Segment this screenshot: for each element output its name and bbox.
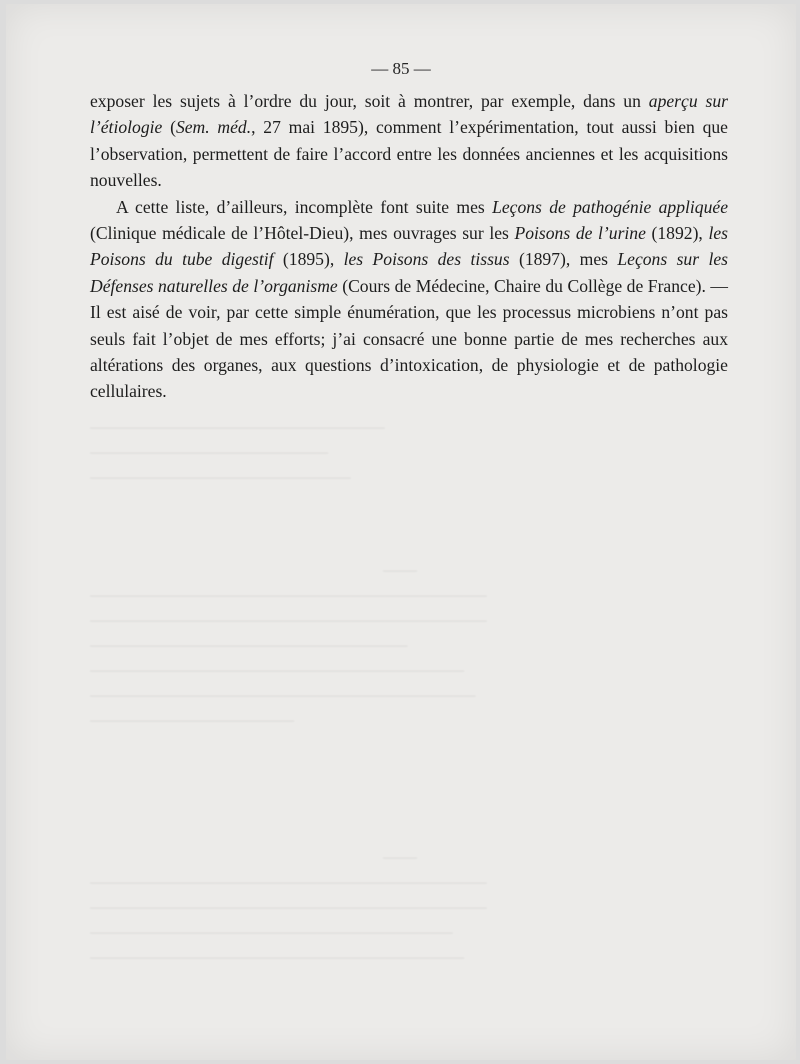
- text-run: (1897), mes: [509, 249, 618, 270]
- italic-text-run: Leçons de pathogénie appliquée: [492, 196, 728, 217]
- italic-text-run: aperçu sur l’étiologie: [90, 91, 728, 138]
- text-run: exposer les sujets à l’ordre du jour, soit à montrer, par exemple, dans un: [90, 91, 649, 111]
- document-page: [6, 4, 796, 1060]
- show-through-block-2: ─── ─────────────────────────────────── ─────────────────────────────────── ──────────────────────────── ───────────────────────────────── ────────────────────────────────── ──────────────────: [90, 563, 487, 730]
- italic-text-run: les Poisons des tissus: [343, 249, 510, 270]
- italic-text-run: Poisons de l’urine: [514, 223, 646, 244]
- text-run: A cette liste, d’ailleurs, incomplète font suite mes: [116, 196, 493, 217]
- text-run: (Clinique médicale de l’Hôtel-Dieu), mes ouvrages sur les: [90, 223, 515, 244]
- italic-text-run: Leçons sur les Défenses naturelles de l’organisme: [90, 249, 728, 296]
- italic-text-run: les Poisons du tube digestif: [90, 223, 728, 270]
- text-run: (: [162, 117, 176, 138]
- paragraph-1: [90, 88, 728, 194]
- italic-text-run: Sem. méd.: [175, 117, 252, 138]
- text-run: (1892),: [645, 223, 709, 244]
- body-text: [90, 88, 728, 405]
- show-through-block-1: ────────────────────────── ───────────────────── ───────────────────────: [90, 420, 385, 487]
- show-through-block-3: ─── ─────────────────────────────────── ─────────────────────────────────── ──────────────────────────────── ─────────────────────────────────: [90, 850, 487, 967]
- text-run: (Cours de Médecine, Chaire du Collège de France). — Il est aisé de voir, par cette simple énumération, que les processus microbiens n’ont pas seuls fait l’objet de mes efforts; j’ai consacré une bonne partie de mes recherches aux altérations des organes, aux questions d’intoxication, de physiologie et de pathologie cellulaires.: [90, 275, 729, 402]
- paragraph-2: [90, 194, 728, 405]
- page-number: — 85 —: [371, 59, 431, 78]
- text-run: , 27 mai 1895), comment l’expérimentation, tout aussi bien que l’observation, permettent de faire l’accord entre les données anciennes et les acquisitions nouvelles.: [90, 117, 728, 191]
- text-run: (1895),: [273, 249, 344, 270]
